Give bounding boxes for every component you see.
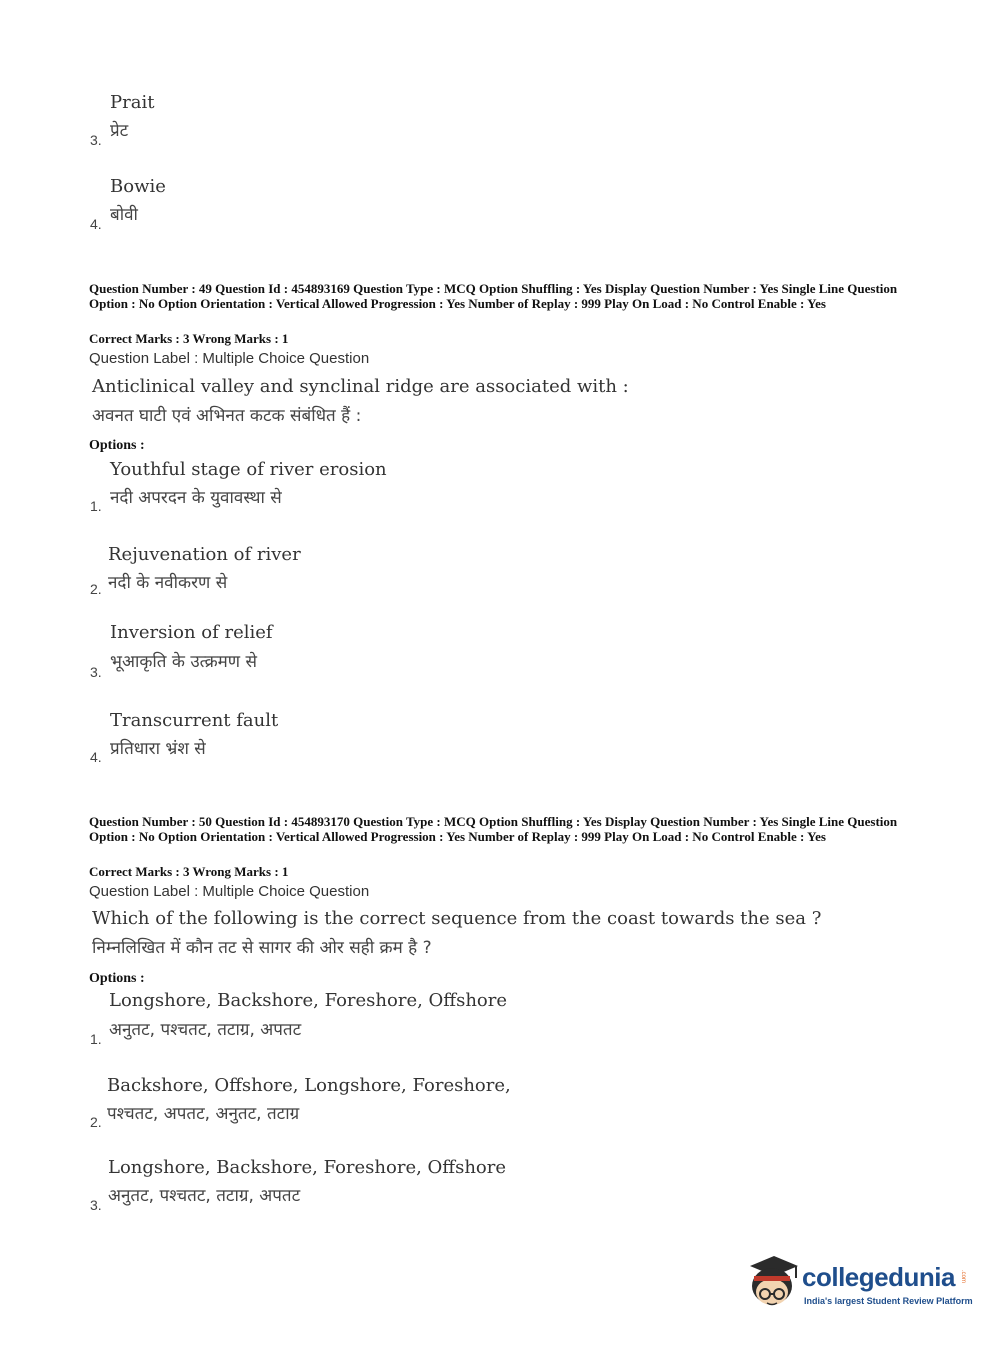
option-number: 2. <box>90 1114 102 1130</box>
question-label: Question Label : Multiple Choice Question <box>89 350 370 367</box>
question-meta: Question Number : 49 Question Id : 454893169 Question Type : MCQ Option Shuffling : Yes Display Question Number : Yes Single Line Question Option : No Option Orientation : Vertical Allowed Progression : Yes Number of Replay : 999 Play On Load : No Control Enable : Yes <box>89 281 898 311</box>
options-label: Options : <box>89 438 145 453</box>
option-english: Youthful stage of river erosion <box>110 459 387 480</box>
option-number: 4. <box>90 749 102 765</box>
option-hindi: भूआकृति के उत्क्रमण से <box>110 652 257 672</box>
collegedunia-logo <box>742 1250 972 1320</box>
question-marks: Correct Marks : 3 Wrong Marks : 1 <box>89 331 289 346</box>
option-number: 2. <box>90 581 102 597</box>
option-number: 1. <box>90 498 102 514</box>
option-hindi: अनुतट, पश्चतट, तटाग्र, अपतट <box>108 1186 301 1206</box>
question-text-hindi: निम्नलिखित में कौन तट से सागर की ओर सही क्रम है ? <box>92 938 432 958</box>
option-english: Inversion of relief <box>110 622 273 643</box>
question-text-english: Which of the following is the correct sequence from the coast towards the sea ? <box>92 908 822 929</box>
option-number: 3. <box>90 664 102 680</box>
option-english: Prait <box>110 92 155 113</box>
option-english: Bowie <box>110 176 166 197</box>
option-hindi: पश्चतट, अपतट, अनुतट, तटाग्र <box>107 1104 300 1124</box>
option-english: Transcurrent fault <box>110 710 279 731</box>
options-label: Options : <box>89 971 145 986</box>
option-hindi: अनुतट, पश्चतट, तटाग्र, अपतट <box>109 1020 302 1040</box>
logo-wordmark: collegedunia <box>802 1262 955 1292</box>
option-hindi: बोवी <box>110 205 138 225</box>
option-english: Longshore, Backshore, Foreshore, Offshore <box>108 1157 507 1178</box>
question-text-hindi: अवनत घाटी एवं अभिनत कटक संबंधित हैं : <box>92 406 362 426</box>
logo-tagline: India's largest Student Review Platform <box>804 1296 973 1306</box>
option-english: Longshore, Backshore, Foreshore, Offshore <box>109 990 508 1011</box>
option-hindi: नदी के नवीकरण से <box>108 573 228 593</box>
option-number: 4. <box>90 216 102 232</box>
option-hindi: प्रेट <box>110 121 129 141</box>
mascot-icon <box>742 1250 802 1312</box>
question-marks: Correct Marks : 3 Wrong Marks : 1 <box>89 864 289 879</box>
option-number: 3. <box>90 132 102 148</box>
option-hindi: नदी अपरदन के युवावस्था से <box>110 488 282 508</box>
option-english: Backshore, Offshore, Longshore, Foreshore, <box>107 1075 511 1096</box>
option-number: 1. <box>90 1031 102 1047</box>
question-meta: Question Number : 50 Question Id : 454893170 Question Type : MCQ Option Shuffling : Yes Display Question Number : Yes Single Line Question Option : No Option Orientation : Vertical Allowed Progression : Yes Number of Replay : 999 Play On Load : No Control Enable : Yes <box>89 814 898 844</box>
question-text-english: Anticlinical valley and synclinal ridge are associated with : <box>92 376 629 397</box>
option-english: Rejuvenation of river <box>108 544 301 565</box>
logo-suffix: .com <box>960 1270 966 1284</box>
question-label: Question Label : Multiple Choice Question <box>89 883 370 900</box>
option-number: 3. <box>90 1197 102 1213</box>
option-hindi: प्रतिधारा भ्रंश से <box>110 739 206 759</box>
